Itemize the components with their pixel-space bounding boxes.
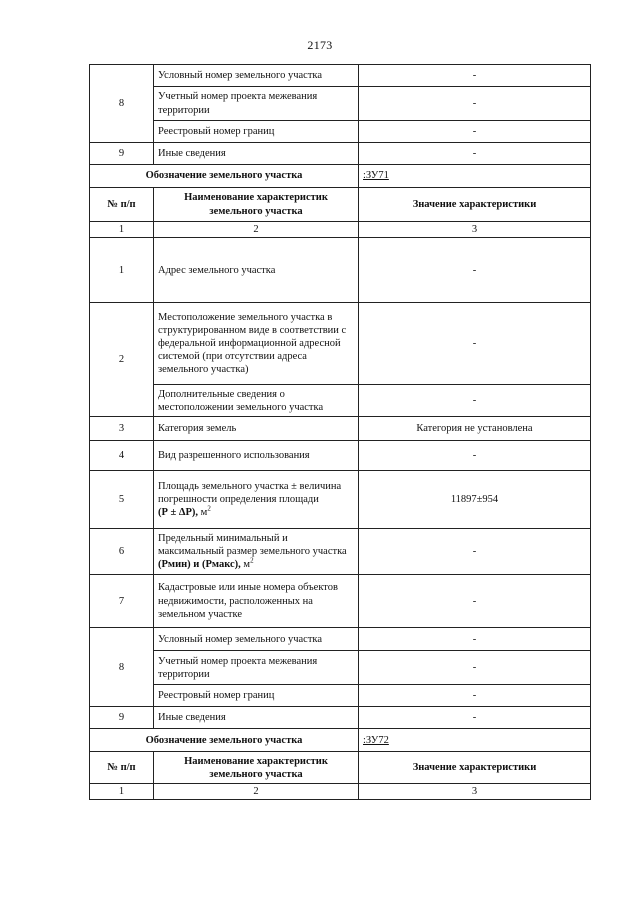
survey-project-number-value: - (359, 651, 591, 685)
page-number: 2173 (307, 38, 333, 52)
table-row (90, 385, 591, 417)
table-row (90, 238, 591, 303)
location-extra-value: - (359, 385, 591, 417)
conditional-number-value: - (359, 628, 591, 651)
table-row (90, 651, 591, 685)
table-row (90, 471, 591, 529)
header-name: Наименование характеристик земельного участка (154, 752, 359, 784)
table-row (90, 303, 591, 385)
cadastral-label: Кадастровые или иные номера объектов недвижимости, расположенных на земельном участке (154, 575, 359, 628)
survey-project-number-label: Учетный номер проекта межевания территории (154, 87, 359, 121)
registry-number-label: Реестровый номер границ (154, 685, 359, 707)
other-info-label: Иные сведения (154, 143, 359, 165)
size-limits-text: Предельный минимальный и максимальный размер земельного участка (158, 532, 347, 558)
table-row (90, 575, 591, 628)
row-number: 5 (90, 471, 154, 529)
header-name: Наименование характеристик земельного участка (154, 188, 359, 222)
area-formula: (Р ± ΔР), (158, 507, 199, 519)
row-number: 9 (90, 143, 154, 165)
location-value: - (359, 303, 591, 385)
column-number: 3 (359, 784, 591, 800)
table-row (90, 65, 591, 87)
size-limits-value: - (359, 529, 591, 575)
table-row (90, 441, 591, 471)
area-unit: м (198, 507, 208, 519)
row-number: 4 (90, 441, 154, 471)
registry-number-value: - (359, 685, 591, 707)
designation-label: Обозначение земельного участка (90, 165, 359, 188)
table-row (90, 529, 591, 575)
area-value: 11897±954 (359, 471, 591, 529)
row-number: 1 (90, 238, 154, 303)
table-row (90, 143, 591, 165)
header-value: Значение характеристики (359, 752, 591, 784)
row-number: 2 (90, 303, 154, 417)
address-label: Адрес земельного участка (154, 238, 359, 303)
table-row (90, 121, 591, 143)
designation-label: Обозначение земельного участка (90, 729, 359, 752)
header-value: Значение характеристики (359, 188, 591, 222)
column-number: 1 (90, 784, 154, 800)
column-number-row (90, 784, 591, 800)
row-number: 8 (90, 628, 154, 707)
column-number: 2 (154, 222, 359, 238)
other-info-value: - (359, 143, 591, 165)
registry-number-value: - (359, 121, 591, 143)
location-extra-label: Дополнительные сведения о местоположении земельного участка (154, 385, 359, 417)
row-number: 3 (90, 417, 154, 441)
table-row (90, 628, 591, 651)
permitted-use-label: Вид разрешенного использования (154, 441, 359, 471)
land-plot-table (89, 64, 591, 800)
plot-code: :ЗУ72 (359, 729, 591, 752)
category-label: Категория земель (154, 417, 359, 441)
header-row (90, 188, 591, 222)
row-number: 7 (90, 575, 154, 628)
conditional-number-label: Условный номер земельного участка (154, 65, 359, 87)
table-row (90, 417, 591, 441)
table-row (90, 87, 591, 121)
header-num: № п/п (90, 188, 154, 222)
designation-row (90, 165, 591, 188)
plot-code: :ЗУ71 (359, 165, 591, 188)
size-formula: (Рмин) и (Рмакс), (158, 559, 241, 571)
conditional-number-label: Условный номер земельного участка (154, 628, 359, 651)
survey-project-number-value: - (359, 87, 591, 121)
area-unit-power: 2 (207, 504, 211, 513)
table-row (90, 707, 591, 729)
row-number: 6 (90, 529, 154, 575)
location-label: Местоположение земельного участка в структурированном виде в соответствии с федеральной информационной адресной системой (при отсутствии адреса земельного участка) (154, 303, 359, 385)
column-number: 2 (154, 784, 359, 800)
size-limits-label (154, 529, 359, 575)
header-num: № п/п (90, 752, 154, 784)
column-number-row (90, 222, 591, 238)
conditional-number-value: - (359, 65, 591, 87)
area-label (154, 471, 359, 529)
other-info-label: Иные сведения (154, 707, 359, 729)
registry-number-label: Реестровый номер границ (154, 121, 359, 143)
other-info-value: - (359, 707, 591, 729)
row-number: 9 (90, 707, 154, 729)
row-number: 8 (90, 65, 154, 143)
column-number: 1 (90, 222, 154, 238)
header-row (90, 752, 591, 784)
address-value: - (359, 238, 591, 303)
designation-row (90, 729, 591, 752)
size-unit: м (240, 559, 251, 571)
survey-project-number-label: Учетный номер проекта межевания территории (154, 651, 359, 685)
column-number: 3 (359, 222, 591, 238)
area-text: Площадь земельного участка ± величина погрешности определения площади (158, 480, 342, 506)
table-row (90, 685, 591, 707)
permitted-use-value: - (359, 441, 591, 471)
cadastral-value: - (359, 575, 591, 628)
category-value: Категория не установлена (359, 417, 591, 441)
size-unit-power: 2 (250, 556, 254, 565)
